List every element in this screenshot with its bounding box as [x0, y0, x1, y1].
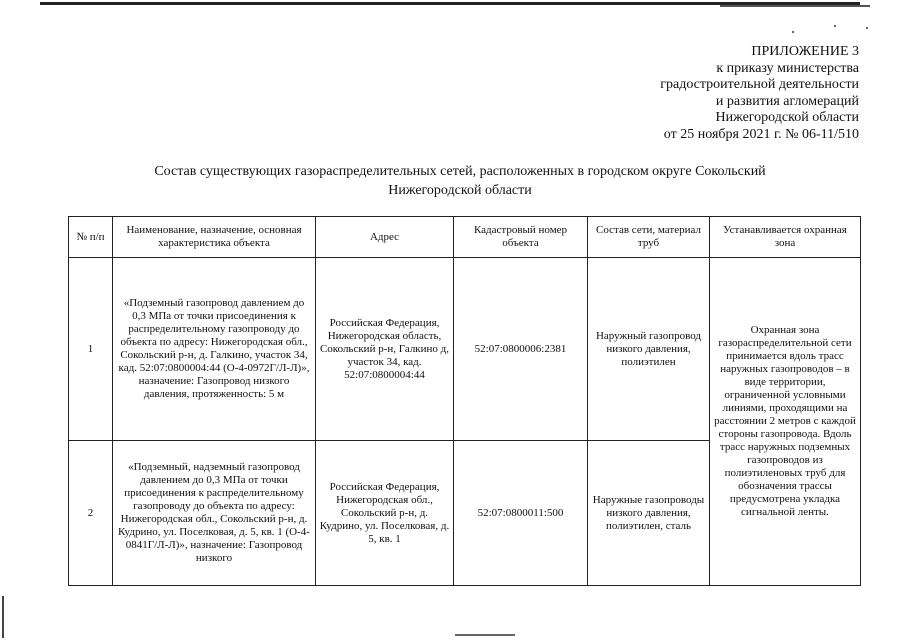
cell-composition: Наружный газопровод низкого давления, полиэтилен [588, 258, 710, 441]
cell-name-text: «Подземный, надземный газопровод давлением до 0,3 МПа от точки присоединения к распределительному газопроводу до объекта по адресу: Нижегородская обл., Сокольский р-н, д. Кудрино, ул. Поселковая, д. 5, кв. 1 (О-4-0841Г/Л-Л)», назначение: Газопровод низкого [118, 461, 310, 564]
cell-protection-zone: Охранная зона газораспределительной сети принимается вдоль трасс наружных газопроводов – в виде территории, ограниченной условными линиями, проходящими на расстоянии 2 метров с каждой стороны газопровода. Вдоль трасс наружных подземных газопроводов из полиэтиленовых труб для обозначения трассы предусмотрена укладка сигнальной ленты. [710, 258, 861, 586]
header-address: Адрес [316, 217, 454, 258]
scan-speck [792, 31, 794, 33]
cell-name [113, 441, 316, 586]
cell-cadastral: 52:07:0800011:500 [454, 441, 588, 586]
cell-composition: Наружные газопроводы низкого давления, полиэтилен, сталь [588, 441, 710, 586]
appendix-region-line: Нижегородской области [715, 110, 859, 125]
scan-edge-mark [455, 634, 515, 636]
gas-network-table [68, 216, 861, 586]
appendix-ministry-line: градостроительной деятельности [660, 77, 859, 92]
cell-cadastral: 52:07:0800006:2381 [454, 258, 588, 441]
cell-address: Российская Федерация, Нижегородская обл., Сокольский р-н, д. Кудрино, ул. Поселковая, д. 5, кв. 1 [316, 441, 454, 586]
document-title [60, 162, 860, 200]
cell-num: 1 [69, 258, 113, 441]
appendix-date-line: от 25 ноября 2021 г. № 06-11/510 [663, 126, 859, 142]
scan-edge-line [720, 5, 870, 7]
document-title-line: Состав существующих газораспределительных сетей, расположенных в городском округе Сокольский [154, 164, 766, 179]
header-composition: Состав сети, материал труб [588, 217, 710, 258]
header-name: Наименование, назначение, основная характеристика объекта [113, 217, 316, 258]
appendix-order-line: к приказу министерства [716, 60, 859, 76]
header-cadastral: Кадастровый номер объекта [454, 217, 588, 258]
cell-name: «Подземный газопровод давлением до 0,3 МПа от точки присоединения к распределительному газопроводу до объекта по адресу: Нижегородская обл., Сокольский р-н, д. Галкино, участок 34, кад. 52:07:0800004:44 (О-4-0972Г/Л-Л)», назначение: Газопровод низкого давления, протяженность: 5 м [113, 258, 316, 441]
header-zone: Устанавливается охранная зона [710, 217, 861, 258]
scan-edge-mark [2, 596, 4, 638]
appendix-header [559, 44, 859, 143]
header-num: № п/п [69, 217, 113, 258]
table-header-row [69, 217, 861, 258]
document-title-line: Нижегородской области [388, 183, 532, 198]
scan-speck [834, 25, 836, 27]
table-row [69, 258, 861, 441]
scan-speck [866, 27, 868, 29]
cell-address: Российская Федерация, Нижегородская область, Сокольский р-н, Галкино д, участок 34, кад. 52:07:0800004:44 [316, 258, 454, 441]
cell-num: 2 [69, 441, 113, 586]
appendix-number: ПРИЛОЖЕНИЕ 3 [751, 44, 859, 59]
appendix-ministry-line: и развития агломераций [715, 93, 859, 109]
